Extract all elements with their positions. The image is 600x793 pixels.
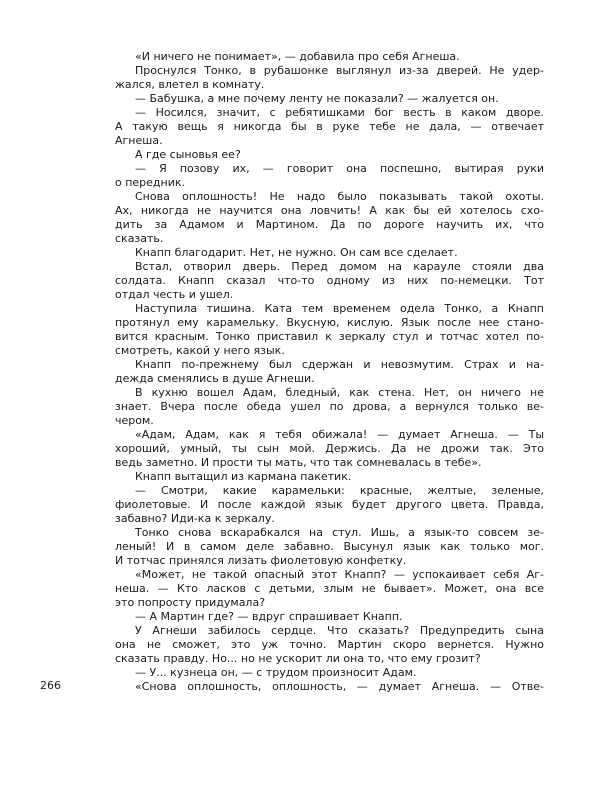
text-line: В кухню вошел Адам, бледный, как стена. Нет, он ничего не bbox=[135, 386, 544, 399]
paragraph bbox=[115, 526, 544, 568]
text-line: жался, влетел в комнату. bbox=[115, 78, 265, 91]
text-line: Агнеша. bbox=[115, 134, 163, 147]
paragraph bbox=[115, 50, 544, 64]
paragraph bbox=[115, 484, 544, 526]
text-line: отдал честь и ушел. bbox=[115, 288, 234, 301]
text-line: «Адам, Адам, как я тебя обижала! — думает Агнеша. — Ты bbox=[135, 428, 544, 441]
text-line: знает. Вчера после обеда ушел по дрова, а вернулся только ве- bbox=[115, 400, 544, 413]
text-line: — Смотри, какие карамельки: красные, желтые, зеленые, bbox=[135, 484, 544, 497]
text-line: дежда сменялись в душе Агнеши. bbox=[115, 372, 315, 385]
text-line: Наступила тишина. Ката тем временем одела Тонко, а Кнапп bbox=[135, 302, 544, 315]
text-line: Кнапп вытащил из кармана пакетик. bbox=[135, 470, 352, 483]
paragraph bbox=[115, 148, 544, 162]
text-line: — Носился, значит, с ребятишками бог весть в каком дворе. bbox=[135, 106, 544, 119]
text-line: забавно? Иди-ка к зеркалу. bbox=[115, 512, 275, 525]
text-line: смотреть, какой у него язык. bbox=[115, 344, 285, 357]
text-line: сказать. bbox=[115, 232, 164, 245]
text-line: Снова оплошность! Не надо было показывать такой охоты. bbox=[135, 190, 544, 203]
text-line: — Бабушка, а мне почему ленту не показали? — жалуется он. bbox=[135, 92, 499, 105]
text-line: ведь заметно. И прости ты мать, что так сомневалась в тебе». bbox=[115, 456, 482, 469]
paragraph bbox=[115, 260, 544, 302]
paragraph bbox=[115, 64, 544, 92]
text-line: «Может, не такой опасный этот Кнапп? — успокаивает себя Аг- bbox=[135, 568, 544, 581]
text-line: фиолетовые. И после каждой язык будет другого цвета. Правда, bbox=[115, 498, 544, 511]
page-number: 266 bbox=[40, 679, 61, 692]
text-line: У Агнеши забилось сердце. Что сказать? Предупредить сына bbox=[135, 624, 544, 637]
text-line: Ах, никогда не научится она ловчить! А как бы ей хотелось схо- bbox=[115, 204, 544, 217]
paragraph bbox=[115, 428, 544, 470]
text-line: протянул ему карамельку. Вкусную, кислую. Язык после нее стано- bbox=[115, 316, 544, 329]
text-line: — А Мартин где? — вдруг спрашивает Кнапп. bbox=[135, 610, 403, 623]
body-text bbox=[115, 50, 544, 694]
text-line: Проснулся Тонко, в рубашонке выглянул из-за дверей. Не удер- bbox=[135, 64, 544, 77]
text-line: — У... кузнеца он, — с трудом произносит Адам. bbox=[135, 666, 417, 679]
text-line: неша. — Кто ласков с детьми, злым не бывает». Может, она все bbox=[115, 582, 544, 595]
text-line: сказать правду. Но... но не ускорит ли она то, что ему грозит? bbox=[115, 652, 481, 665]
paragraph bbox=[115, 624, 544, 666]
text-line: солдата. Кнапп сказал что-то одному из них по-немецки. Тот bbox=[115, 274, 544, 287]
paragraph bbox=[115, 386, 544, 428]
text-line: это попросту придумала? bbox=[115, 596, 266, 609]
paragraph bbox=[115, 162, 544, 190]
text-line: дить за Адамом и Мартином. Да по дороге научить их, что bbox=[115, 218, 544, 231]
paragraph bbox=[115, 680, 544, 694]
text-line: леный! И в самом деле забавно. Высунул язык как только мог. bbox=[115, 540, 544, 553]
paragraph bbox=[115, 568, 544, 610]
paragraph bbox=[115, 610, 544, 624]
paragraph bbox=[115, 358, 544, 386]
text-line: И тотчас принялся лизать фиолетовую конфетку. bbox=[115, 554, 407, 567]
paragraph bbox=[115, 666, 544, 680]
text-line: Встал, отворил дверь. Перед домом на карауле стояли два bbox=[135, 260, 544, 273]
paragraph bbox=[115, 92, 544, 106]
text-line: — Я позову их, — говорит она поспешно, вытирая руки bbox=[135, 162, 544, 175]
text-line: А такую вещь я никогда бы в руке тебе не дала, — отвечает bbox=[115, 120, 544, 133]
text-line: Кнапп по-прежнему был сдержан и невозмутим. Страх и на- bbox=[135, 358, 544, 371]
paragraph bbox=[115, 246, 544, 260]
text-line: «Снова оплошность, оплошность, — думает Агнеша. — Отве- bbox=[135, 680, 544, 693]
text-line: «И ничего не понимает», — добавила про себя Агнеша. bbox=[135, 50, 460, 63]
text-line: Тонко снова вскарабкался на стул. Ишь, а язык-то совсем зе- bbox=[135, 526, 544, 539]
text-line: вится красным. Тонко приставил к зеркалу стул и тотчас хотел по- bbox=[115, 330, 544, 343]
text-line: хороший, умный, ты сын мой. Держись. Да не дрожи так. Это bbox=[115, 442, 544, 455]
paragraph bbox=[115, 470, 544, 484]
text-line: Кнапп благодарит. Нет, не нужно. Он сам все сделает. bbox=[135, 246, 458, 259]
text-line: чером. bbox=[115, 414, 154, 427]
paragraph bbox=[115, 302, 544, 358]
paragraph bbox=[115, 106, 544, 148]
text-line: она не сможет, это уж точно. Мартин скоро вернется. Нужно bbox=[115, 638, 544, 651]
text-line: А где сыновья ее? bbox=[135, 148, 241, 161]
paragraph bbox=[115, 190, 544, 246]
text-line: о передник. bbox=[115, 176, 186, 189]
